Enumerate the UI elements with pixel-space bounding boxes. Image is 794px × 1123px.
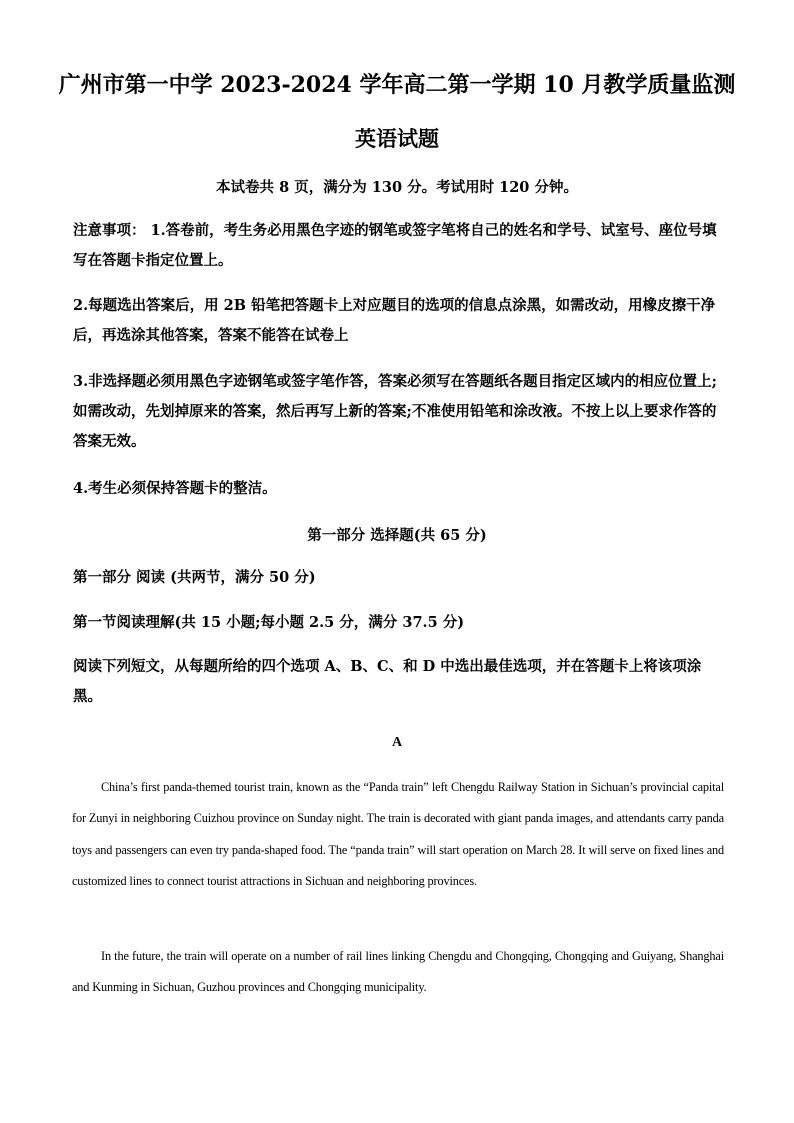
notice-4: 4.考生必须保持答题卡的整洁。: [73, 480, 277, 497]
subsection-heading: 第一节阅读理解(共 15 小题;每小题 2.5 分，满分 37.5 分): [73, 614, 465, 631]
part1-heading: 第一部分 选择题(共 65 分): [307, 527, 487, 544]
section-reading-heading: 第一部分 阅读 (共两节，满分 50 分): [73, 569, 316, 586]
notice-2: 2.每题选出答案后，用 2B 铅笔把答题卡上对应题目的选项的信息点涂黑，如需改动，用橡皮擦干净后，再选涂其他答案，答案不能答在试卷上: [73, 297, 716, 344]
passage-a-paragraph-2: In the future, the train will operate on a number of rail lines linking Chengdu and Chongqing, Chongqing and Guiyang, Shanghai and Kunming in Sichuan, Guzhou provinces and Chongqing municipality.: [72, 949, 724, 995]
passage-a-paragraph-1: China’s first panda-themed tourist train, known as the “Panda train” left Chengdu Railway Station in Sichuan’s provincial capital for Zunyi in neighboring Cuizhou province on Sunday night. The train is decorated with giant panda images, and attendants carry panda toys and passengers can even try panda-shaped food. The “panda train” will start operation on March 28. It will serve on fixed lines and customized lines to connect tourist attractions in Sichuan and neighboring provinces.: [72, 780, 724, 888]
notice-3: 3.非选择题必须用黑色字迹钢笔或签字笔作答，答案必须写在答题纸各题目指定区域内的相应位置上;如需改动，先划掉原来的答案，然后再写上新的答案;不准使用铅笔和涂改液。不按上以上要求作答的答案无效。: [73, 373, 717, 450]
passage-a-label: A: [391, 735, 403, 750]
exam-info: 本试卷共 8 页，满分为 130 分。考试用时 120 分钟。: [216, 179, 578, 196]
exam-title: 广州市第一中学 2023-2024 学年高二第一学期 10 月教学质量监测: [58, 72, 736, 98]
exam-subtitle: 英语试题: [355, 126, 439, 151]
reading-instructions: 阅读下列短文，从每题所给的四个选项 A、B、C、和 D 中选出最佳选项，并在答题卡上将该项涂黑。: [73, 658, 702, 705]
notice-1: 注意事项： 1.答卷前，考生务必用黑色字迹的钢笔或签字笔将自己的姓名和学号、试室号、座位号填写在答题卡指定位置上。: [73, 222, 717, 269]
